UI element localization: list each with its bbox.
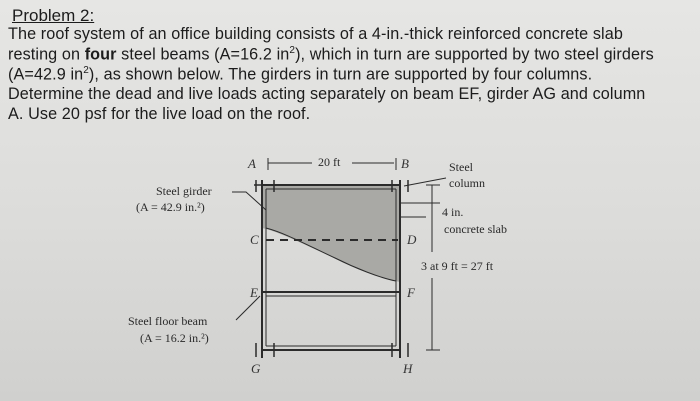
emphasis-four: four	[84, 45, 117, 64]
text-segment: ), as shown below. The girders in turn are supported by four columns.	[88, 65, 593, 84]
steel-floor-beam-label: Steel floor beam	[128, 314, 208, 328]
point-label-B: B	[401, 156, 409, 171]
point-label-C: C	[250, 232, 259, 247]
slab-thickness-label: 4 in.	[442, 205, 464, 219]
steel-floor-beam-area: (A = 16.2 in.²)	[140, 331, 209, 345]
beam-spacing-label: 3 at 9 ft = 27 ft	[421, 259, 494, 273]
point-label-H: H	[403, 361, 413, 376]
steel-column-label: column	[449, 176, 485, 190]
point-label-E: E	[250, 285, 258, 300]
point-label-A: A	[248, 156, 256, 171]
problem-text-line: The roof system of an office building consists of a 4-in.-thick reinforced concrete slab	[8, 25, 623, 43]
point-label-F: F	[407, 285, 415, 300]
problem-text-line: Determine the dead and live loads acting separately on beam EF, girder AG and column	[8, 85, 646, 103]
problem-heading: Problem 2:	[12, 6, 95, 25]
text-segment: steel beams (A=16.2 in	[116, 45, 290, 64]
problem-text-line: A. Use 20 psf for the live load on the roof.	[8, 105, 311, 123]
superscript: 2	[289, 45, 296, 56]
leader-steel-girder	[232, 192, 266, 210]
point-label-G: G	[251, 361, 261, 376]
dimension-20ft-label: 20 ft	[318, 155, 341, 169]
text-segment: ), which in turn are supported by two steel girders	[295, 45, 654, 64]
steel-column-label: Steel	[449, 160, 473, 174]
concrete-slab-label: concrete slab	[444, 222, 507, 236]
superscript: 2	[83, 65, 89, 76]
steel-girder-label: Steel girder	[156, 184, 212, 198]
text-segment: (A=42.9 in	[8, 65, 84, 84]
text-segment: resting on	[8, 45, 85, 64]
steel-girder-area: (A = 42.9 in.²)	[136, 200, 205, 214]
point-label-D: D	[407, 232, 417, 247]
